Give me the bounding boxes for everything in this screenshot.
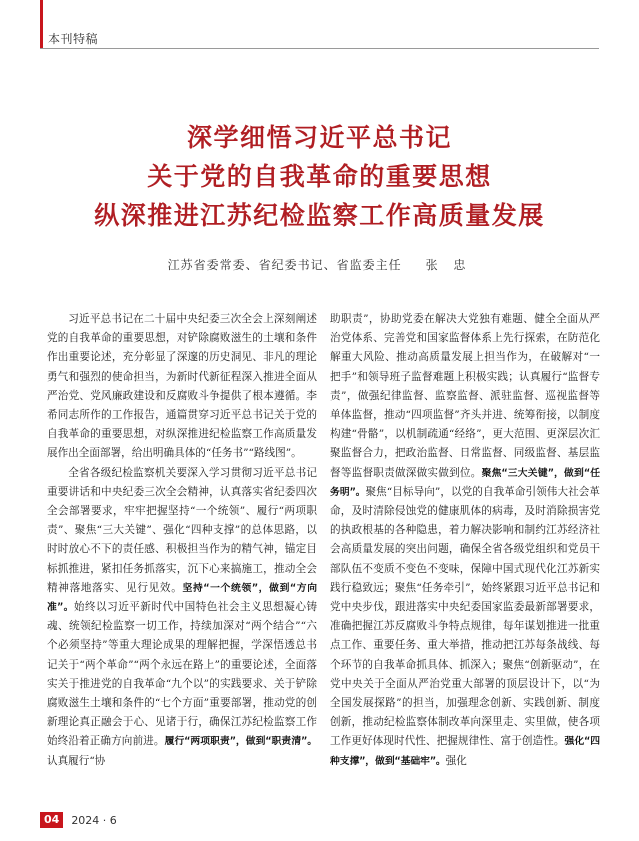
header-divider xyxy=(40,48,599,49)
title-line-2: 关于党的自我革命的重要思想 xyxy=(147,162,492,191)
paragraph-intro: 习近平总书记在二十届中央纪委三次全会上深刻阐述党的自我革命的重要思想，对铲除腐败滋生的土壤和条件作出重要论述，充分彰显了深邃的历史洞见、非凡的理论勇气和强烈的使命担当，为新时代新征程深入推进全面从严治党、党风廉政建设和反腐败斗争提供了根本遵循。李希同志所作的工作报告，通篇贯穿习近平总书记关于党的自我革命的重要思想，对纵深推进纪检监察工作高质量发展作出全面部署，给出明确具体的“任务书”“路线图”。 xyxy=(47,313,317,460)
paragraph-continued: 助职责”，协助党委在解决大党独有难题、健全全面从严治党体系、完善党和国家监督体系上先行探索，在防范化解重大风险、推动高质量发展上担当作为，在破解对“一把手”和领导班子监督难题上积极实践；认真履行“监督专责”，做强纪律监督、监察监督、派驻监督、巡视监督等单体监督，推动“四项监督”齐头并进、统筹衔接，以制度构建“骨骼”，以机制疏通“经络”，更大范围、更深层次汇聚监督合力，把政治监督、日常监督、同级监督、基层监督等监督职责做深做实做到位。聚焦“三大关键”，做到“任务明”。聚焦“目标导向”，以党的自我革命引领伟大社会革命，及时清除侵蚀党的健康肌体的病毒，及时消除损害党的执政根基的各种隐患，着力解决影响和制约江苏经济社会高质量发展的突出问题，确保全省各级党组织和党员干部队伍不变质不变色不变味，保障中国式现代化江苏新实践行稳致远；聚焦“任务牵引”，始终紧跟习近平总书记和党中央步伐，跟进落实中央纪委国家监委最新部署要求，准确把握江苏反腐败斗争特点规律，每年谋划推进一批重点工作、重要任务、重大举措，推动把江苏每条战线、每个环节的自我革命抓具体、抓深入；聚焦“创新驱动”，在党中央关于全面从严治党重大部署的顶层设计下，以“为全国发展探路”的担当，加强理念创新、实践创新、制度创新，推动纪检监察体制改革向深里走、实里做，使各项工作更好体现时代性、把握规律性、富于创造性。强化“四种支撑”，做到“基础牢”。强化 xyxy=(330,313,601,767)
body-column-left xyxy=(47,310,317,771)
page-footer xyxy=(40,812,117,828)
article-title xyxy=(40,118,599,235)
author-role: 江苏省委常委、省纪委书记、省监委主任 xyxy=(167,258,402,272)
title-line-3: 纵深推进江苏纪检监察工作高质量发展 xyxy=(94,201,545,230)
subhead-three-keys: 聚焦“三大关键”，做到“任务明”。 xyxy=(330,467,601,498)
author-name: 张 忠 xyxy=(425,258,472,272)
issue-label: 2024 · 6 xyxy=(71,813,117,827)
section-marker-bar xyxy=(40,0,43,48)
author-byline xyxy=(40,256,599,273)
paragraph-overview: 全省各级纪检监察机关要深入学习贯彻习近平总书记重要讲话和中央纪委三次全会精神，认真落实省纪委四次全会部署要求，牢牢把握坚持“一个统领”、履行“两项职责”、聚焦“三大关键”、强化“四种支撑”的总体思路，以时时放心不下的责任感、积极担当作为的精气神，锚定目标抓推进，紧扣任务抓落实，沉下心来搞施工，推动全会精神落地落实、见行见效。坚持“一个统领”，做到“方向准”。始终以习近平新时代中国特色社会主义思想凝心铸魂、统领纪检监察一切工作，持续加深对“两个结合”“六个必须坚持”等重大理论成果的理解把握，学深悟透总书记关于“两个革命”“两个永远在路上”的重要论述，全面落实关于推进党的自我革命“九个以”的实践要求、关于铲除腐败滋生土壤和条件的“七个方面”重要部署，推动党的创新理论真正融会于心、见诸于行，确保江苏纪检监察工作始终沿着正确方向前进。履行“两项职责”，做到“职责清”。认真履行“协 xyxy=(47,466,318,767)
page-number: 04 xyxy=(40,812,63,828)
subhead-four-supports: 强化“四种支撑”，做到“基础牢”。 xyxy=(330,736,601,767)
subhead-two-duties: 履行“两项职责”，做到“职责清”。 xyxy=(164,736,318,748)
body-column-right xyxy=(330,310,600,771)
subhead-one-lead: 坚持“一个统领”，做到“方向准”。 xyxy=(47,582,317,614)
title-line-1: 深学细悟习近平总书记 xyxy=(186,123,452,152)
section-label: 本刊特稿 xyxy=(48,32,99,46)
